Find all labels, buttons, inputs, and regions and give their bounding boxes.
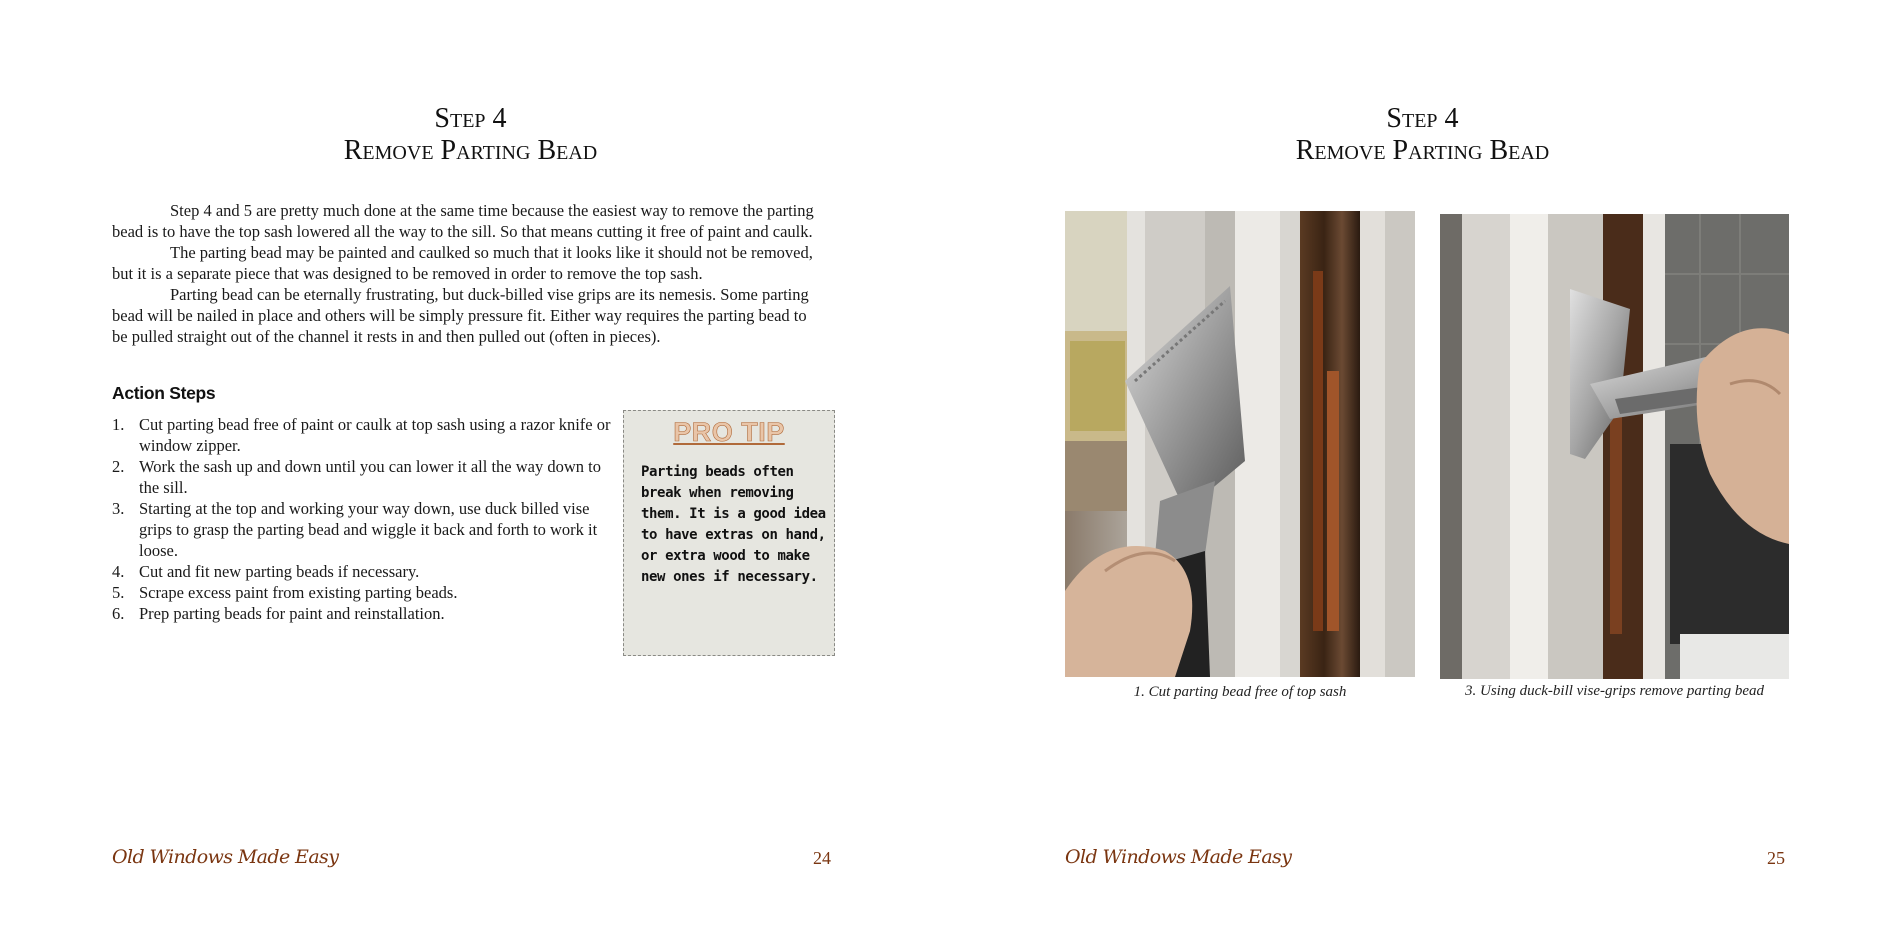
page-number: 25 <box>1767 848 1785 868</box>
list-item <box>112 561 622 582</box>
photo-cut-parting-bead <box>1065 211 1415 677</box>
body-text <box>112 200 822 347</box>
list-item <box>112 498 622 561</box>
footer-book-title: Old Windows Made Easy <box>1065 846 1292 868</box>
step-number: 1. <box>112 415 125 434</box>
photo-caption: 3. Using duck-bill vise-grips remove parting bead <box>1465 683 1764 699</box>
title-step: Step 4 <box>434 103 507 134</box>
footer-book-title: Old Windows Made Easy <box>112 846 339 868</box>
action-steps-heading: Action Steps <box>112 383 216 403</box>
paragraph: Parting bead can be eternally frustrating, but duck-billed vise grips are its nemesis. Some parting bead will be nailed in place and others will be simply pressure fit. Either way requires the parting bead to be pulled straight out of the channel it rests in and then pulled out (often in pieces). <box>112 285 809 346</box>
step-text: Prep parting beads for paint and reinstallation. <box>139 604 445 623</box>
photo-vise-grips-image <box>1440 214 1789 679</box>
page-title <box>0 103 945 167</box>
step-text: Cut parting bead free of paint or caulk at top sash using a razor knife or window zipper. <box>139 415 611 455</box>
list-item <box>112 456 622 498</box>
paragraph: The parting bead may be painted and caulked so much that it looks like it should not be removed, but it is a separate piece that was designed to be removed in order to remove the top sash. <box>112 243 813 283</box>
photo-cut-parting-bead-image <box>1065 211 1415 677</box>
pro-tip-text: Parting beads often break when removing them. It is a good idea to have extras on hand, or extra wood to make new ones if necessary. <box>641 464 826 585</box>
pro-tip-title: PRO TIP <box>673 417 785 447</box>
step-text: Cut and fit new parting beads if necessary. <box>139 562 420 581</box>
photo-vise-grips <box>1440 214 1789 679</box>
step-text: Scrape excess paint from existing parting beads. <box>139 583 458 602</box>
list-item <box>112 414 622 456</box>
pro-tip-box <box>623 410 835 656</box>
photo-caption: 1. Cut parting bead free of top sash <box>1133 684 1347 700</box>
step-number: 6. <box>112 604 125 623</box>
step-number: 2. <box>112 457 125 476</box>
title-heading: Remove Parting Bead <box>343 135 598 166</box>
step-text: Work the sash up and down until you can lower it all the way down to the sill. <box>139 457 601 497</box>
right-page <box>949 0 1898 936</box>
list-item <box>112 603 622 624</box>
title-step: Step 4 <box>1386 103 1459 134</box>
list-item <box>112 582 622 603</box>
step-number: 5. <box>112 583 125 602</box>
step-number: 3. <box>112 499 125 518</box>
step-number: 4. <box>112 562 125 581</box>
page-number: 24 <box>813 848 831 868</box>
paragraph: Step 4 and 5 are pretty much done at the same time because the easiest way to remove the parting bead is to have the top sash lowered all the way to the sill. So that means cutting it free of paint and caulk. <box>112 201 814 241</box>
page-title <box>948 103 1897 167</box>
step-text: Starting at the top and working your way down, use duck billed vise grips to grasp the parting bead and wiggle it back and forth to work it loose. <box>139 499 598 560</box>
title-heading: Remove Parting Bead <box>1295 135 1550 166</box>
action-steps-list <box>112 414 622 624</box>
